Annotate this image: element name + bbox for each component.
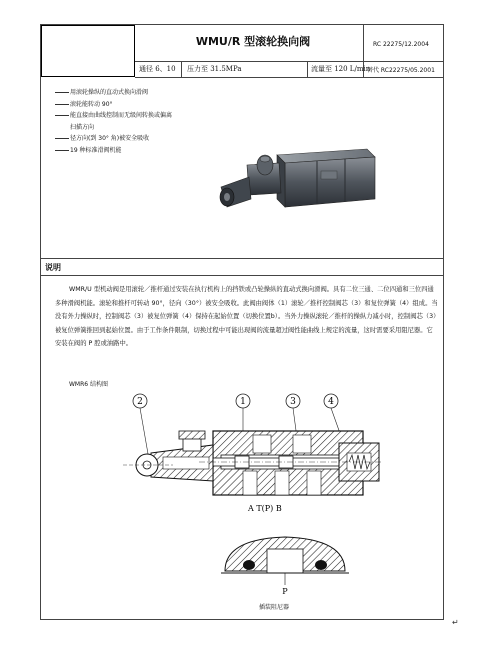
valve-photo — [217, 129, 377, 225]
damper-port-label: P — [282, 587, 288, 596]
section-title: 说明 — [45, 263, 61, 272]
feature-item: 用滚轮操纵的直动式换向滑阀 — [55, 87, 172, 99]
logo-placeholder — [41, 25, 135, 77]
feature-item: 扫描方向 — [70, 123, 95, 131]
feature-item: 径方向(到 30° 角)被安全吸收 — [55, 133, 172, 145]
damper-diagram — [215, 531, 355, 597]
feature-item: 能直接由曲线控制而无级间转换或偏离 — [55, 110, 172, 122]
datasheet-page — [40, 24, 444, 620]
page-title: WMU/R 型滚轮换向阀 — [195, 35, 311, 48]
feature-item: 滚轮能转动 90° — [55, 99, 172, 111]
paragraph-mark: ↵ — [452, 618, 459, 627]
spec-flow: 流量至 120 L/min — [311, 65, 371, 73]
spec-replaces: 替代 RC22275/05.2001 — [367, 67, 435, 74]
svg-text:2: 2 — [137, 397, 143, 407]
damper-caption: 插装阻尼器 — [259, 604, 290, 611]
header-rule — [135, 77, 443, 78]
port-labels: A T(P) B — [248, 504, 282, 513]
spec-pressure: 压力至 31.5MPa — [187, 65, 242, 73]
svg-text:1: 1 — [240, 397, 246, 407]
svg-text:3: 3 — [290, 397, 296, 407]
callout-1 — [236, 394, 250, 433]
figure-caption: WMR6 结构图 — [69, 381, 109, 388]
cross-section-diagram — [103, 393, 393, 523]
feature-item: 19 种标准滑阀机能 — [55, 145, 172, 157]
feature-list — [55, 87, 172, 156]
spec-size: 通径 6、10 — [139, 65, 176, 73]
svg-text:4: 4 — [328, 397, 334, 407]
description-paragraph: WMR/U 型机动阀是用滚轮／推杆通过安装在执行机构上的挡铁或凸轮操纵的直动式换向滑阀。具有二位三通、二位四通和三位四通多种滑阀机能。滚轮和推杆可转动 90°，径向（30°）被安全吸收。此阀由阀体（1）滚轮／推杆控制阀芯（3）和复位弹簧（4）组成。当没有外力操纵时，控制阀芯（3）被复位弹簧（4）保持在起始位置（切换位置b）。当外力操纵滚轮／推杆的操纵力减小时，控制阀芯（3）被复位弹簧推回到起始位置。由于工作条件限制，切换过程中可能出现阀的流量超过阀性能曲线上规定的流量，这时需要采用阻尼器。它安装在阀的 P 腔或油路中。 — [55, 286, 438, 347]
document-number: RC 22275/12.2004 — [373, 41, 429, 48]
